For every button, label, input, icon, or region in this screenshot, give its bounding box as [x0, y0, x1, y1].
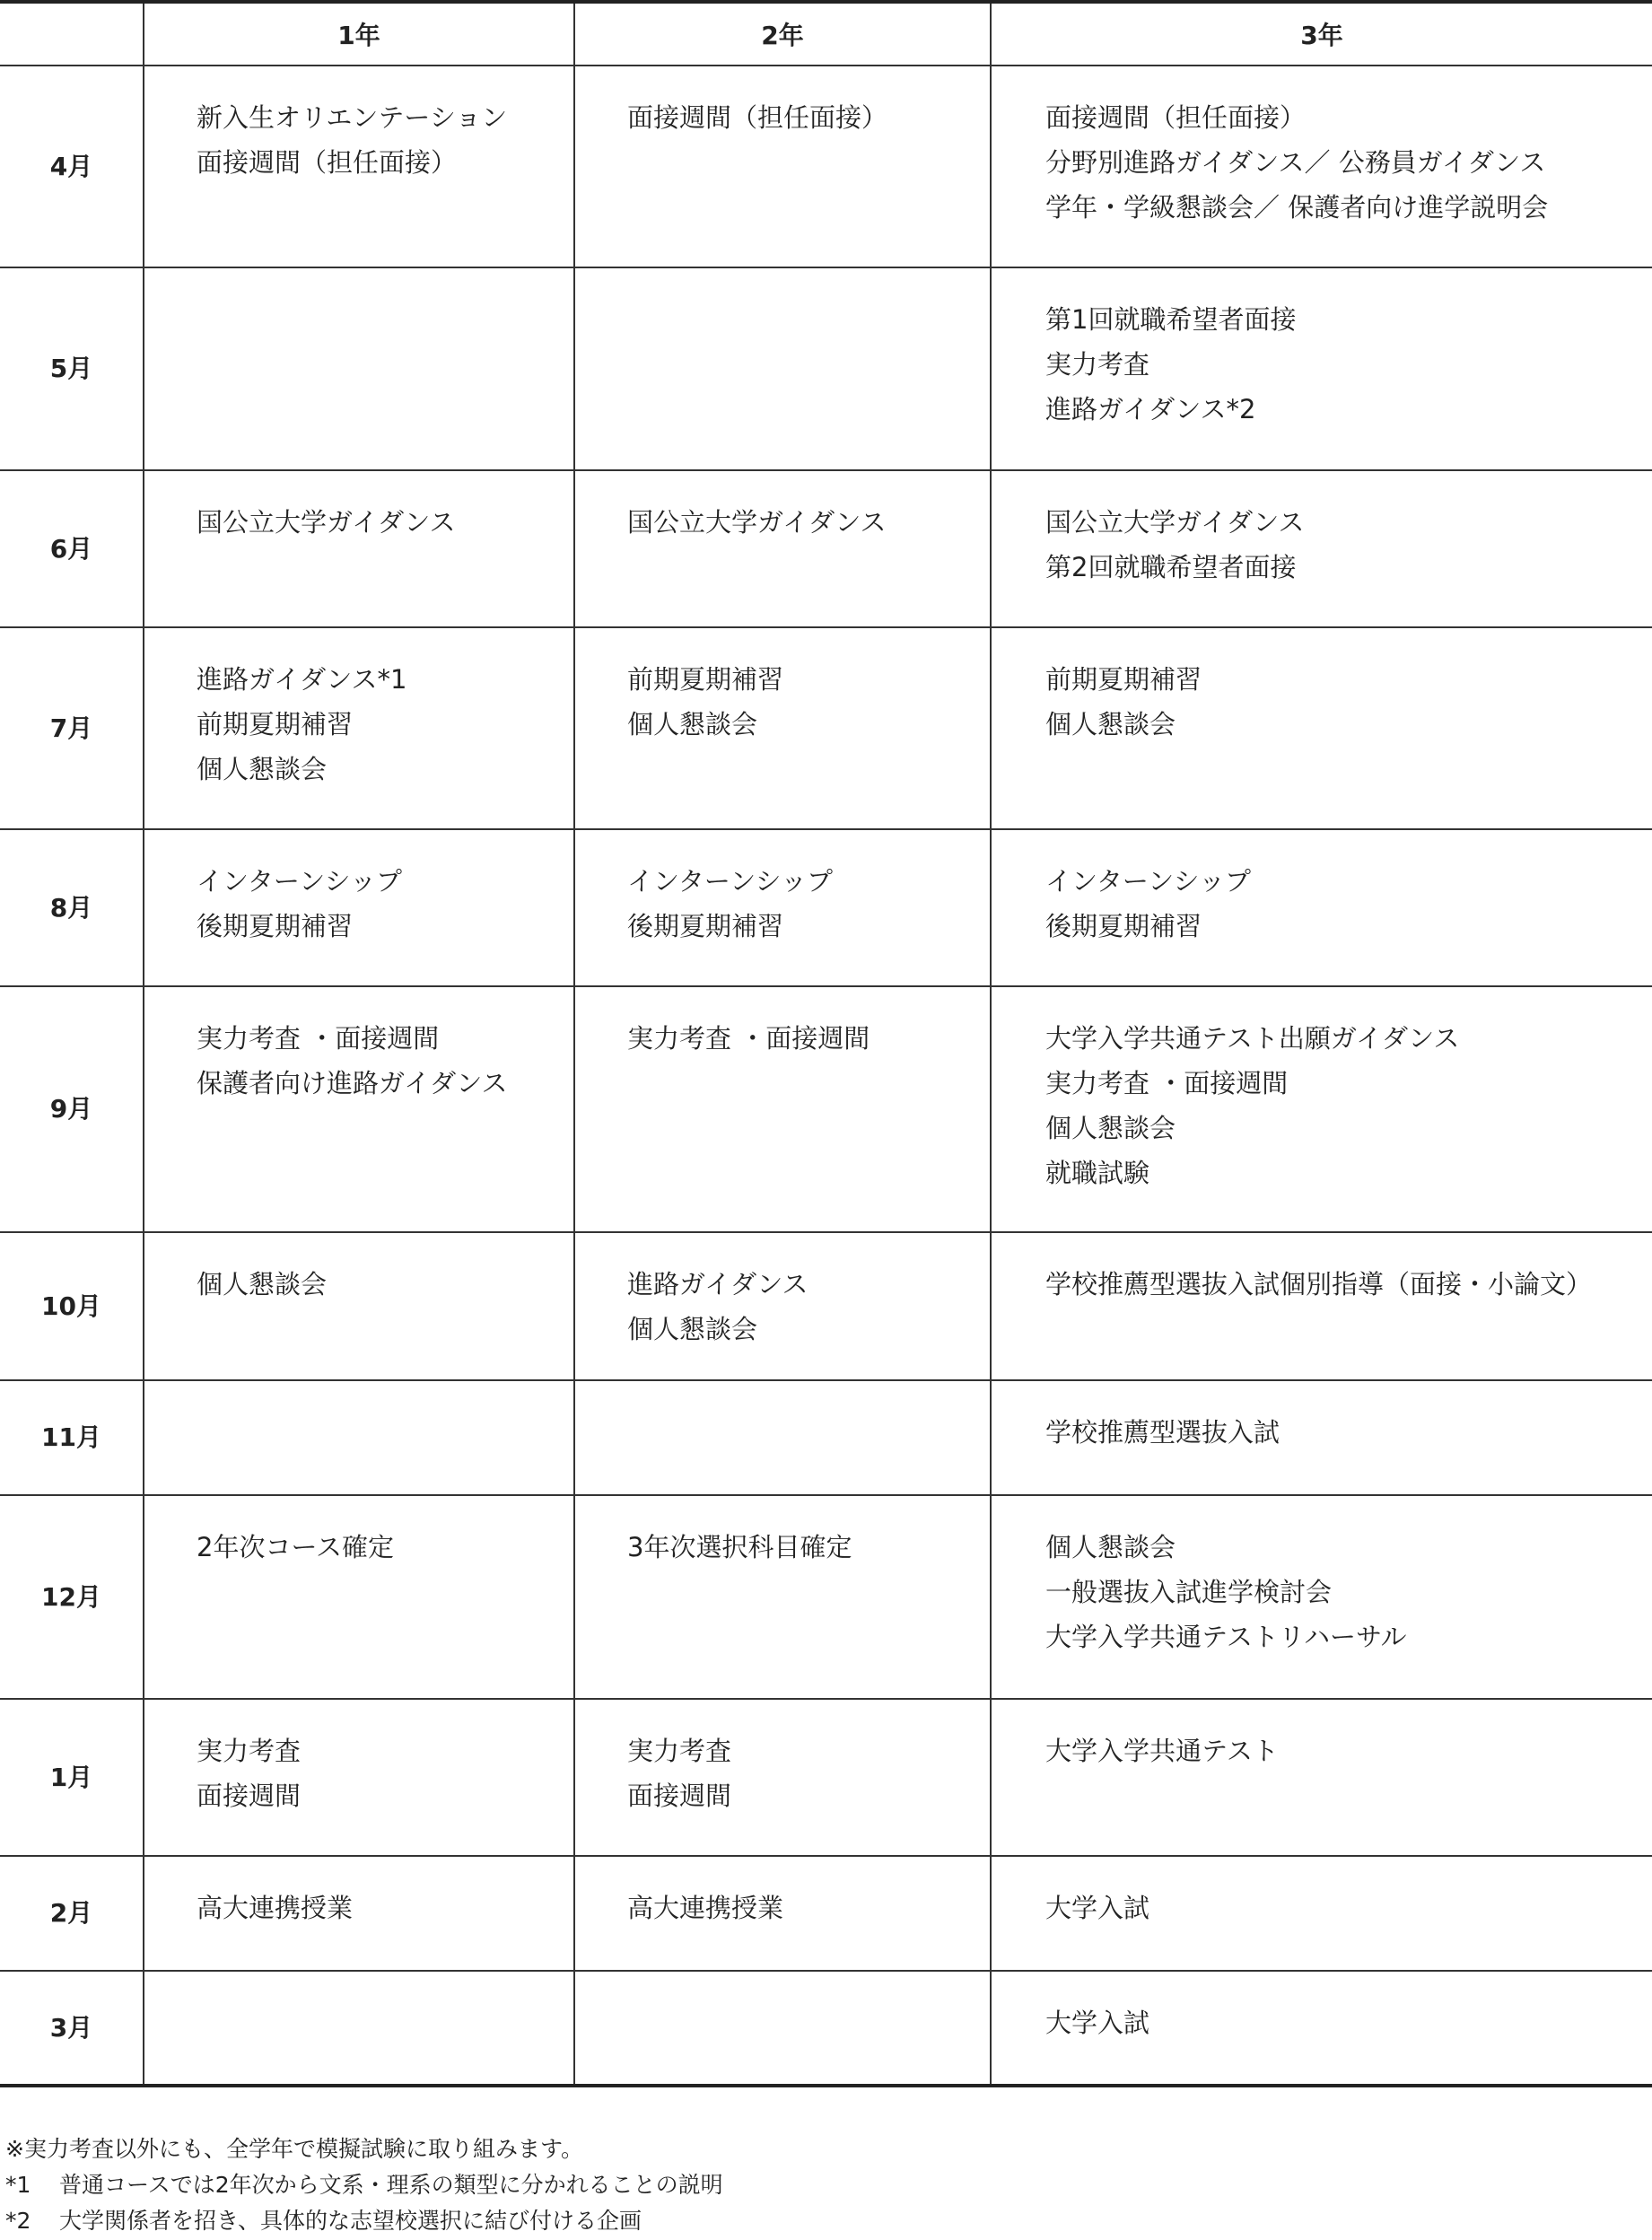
year-2-cell: [574, 1856, 991, 1971]
year-3-cell: [991, 829, 1652, 986]
event-item: 後期夏期補習: [1045, 911, 1202, 941]
table-row: [0, 627, 1652, 829]
month-cell: 3月: [0, 1971, 144, 2086]
table-row: [0, 1380, 1652, 1495]
event-item: 一般選抜入試進学検討会: [1045, 1577, 1333, 1607]
year-1-cell: [144, 66, 574, 267]
table-row: [0, 1232, 1652, 1380]
event-item: 3年次選択科目確定: [627, 1532, 852, 1562]
footnotes: [5, 2131, 723, 2239]
event-item: 前期夏期補習: [627, 664, 784, 695]
event-item: 学校推薦型選抜入試個別指導（面接・小論文）: [1045, 1269, 1593, 1299]
year-1-cell: [144, 1856, 574, 1971]
event-item: 大学入試: [1045, 1893, 1150, 1923]
year-2-cell: [574, 627, 991, 829]
table-row: [0, 66, 1652, 267]
event-item: 大学入学共通テストリハーサル: [1045, 1622, 1407, 1652]
year-1-cell: [144, 1971, 574, 2086]
event-item: 第2回就職希望者面接: [1045, 552, 1297, 582]
year-3-cell: [991, 986, 1652, 1232]
footnote: [5, 2167, 723, 2203]
event-item: 前期夏期補習: [1045, 664, 1202, 695]
year-2-cell: [574, 1232, 991, 1380]
event-item: 面接週間: [197, 1781, 302, 1811]
event-item: 分野別進路ガイダンス／ 公務員ガイダンス: [1045, 147, 1546, 178]
event-item: 進路ガイダンス*1: [197, 664, 407, 695]
table-row: [0, 829, 1652, 986]
month-cell: 7月: [0, 627, 144, 829]
header-row: [0, 2, 1652, 66]
footnote-text: 普通コースでは2年次から文系・理系の類型に分かれることの説明: [59, 2172, 723, 2198]
header-month: [0, 2, 144, 66]
year-1-cell: [144, 1495, 574, 1699]
event-item: 学年・学級懇談会／ 保護者向け進学説明会: [1045, 192, 1549, 223]
year-3-cell: [991, 1232, 1652, 1380]
month-cell: 5月: [0, 267, 144, 470]
header-year-2: 2年: [574, 2, 991, 66]
year-1-cell: [144, 267, 574, 470]
event-item: 高大連携授業: [627, 1893, 784, 1923]
year-2-cell: [574, 1495, 991, 1699]
event-item: 進路ガイダンス*2: [1045, 394, 1256, 424]
event-item: 2年次コース確定: [197, 1532, 395, 1562]
event-item: 面接週間（担任面接）: [1045, 102, 1307, 133]
event-item: 国公立大学ガイダンス: [627, 507, 887, 538]
event-item: 個人懇談会: [1045, 1113, 1176, 1143]
year-2-cell: [574, 470, 991, 627]
table-row: [0, 267, 1652, 470]
month-cell: 8月: [0, 829, 144, 986]
event-item: 実力考査 ・面接週間: [1045, 1068, 1289, 1098]
month-cell: 1月: [0, 1699, 144, 1856]
month-cell: 2月: [0, 1856, 144, 1971]
year-3-cell: [991, 1380, 1652, 1495]
event-item: 実力考査 ・面接週間: [197, 1023, 440, 1054]
year-2-cell: [574, 1380, 991, 1495]
event-item: 実力考査: [627, 1736, 732, 1766]
year-1-cell: [144, 986, 574, 1232]
footnote-text: ※実力考査以外にも、全学年で模擬試験に取り組みます。: [5, 2136, 583, 2162]
year-1-cell: [144, 1232, 574, 1380]
year-3-cell: [991, 1495, 1652, 1699]
event-item: 面接週間（担任面接）: [197, 147, 458, 178]
year-3-cell: [991, 1971, 1652, 2086]
event-item: 実力考査: [197, 1736, 302, 1766]
year-1-cell: [144, 829, 574, 986]
event-item: 新入生オリエンテーション: [197, 102, 508, 133]
month-cell: 11月: [0, 1380, 144, 1495]
month-cell: 9月: [0, 986, 144, 1232]
event-item: 個人懇談会: [197, 754, 328, 784]
year-3-cell: [991, 66, 1652, 267]
event-item: インターンシップ: [1045, 866, 1251, 897]
event-item: 個人懇談会: [627, 709, 758, 739]
event-item: 第1回就職希望者面接: [1045, 304, 1297, 335]
footnote: [5, 2203, 723, 2239]
table-row: [0, 1699, 1652, 1856]
year-3-cell: [991, 267, 1652, 470]
event-item: 就職試験: [1045, 1158, 1150, 1188]
year-3-cell: [991, 627, 1652, 829]
schedule-body: [0, 66, 1652, 2086]
event-item: 大学入学共通テスト: [1045, 1736, 1279, 1766]
table-row: [0, 1971, 1652, 2086]
event-item: 面接週間: [627, 1781, 732, 1811]
table-row: [0, 470, 1652, 627]
year-2-cell: [574, 1699, 991, 1856]
year-2-cell: [574, 1971, 991, 2086]
event-item: 個人懇談会: [627, 1314, 758, 1344]
header-year-1: 1年: [144, 2, 574, 66]
year-2-cell: [574, 829, 991, 986]
month-cell: 6月: [0, 470, 144, 627]
event-item: 大学入学共通テスト出願ガイダンス: [1045, 1023, 1460, 1054]
table-row: [0, 1495, 1652, 1699]
event-item: 国公立大学ガイダンス: [197, 507, 456, 538]
event-item: 個人懇談会: [1045, 1532, 1176, 1562]
year-1-cell: [144, 627, 574, 829]
event-item: 後期夏期補習: [197, 911, 354, 941]
footnote-mark: *2: [5, 2208, 31, 2234]
footnote-mark: *1: [5, 2172, 31, 2198]
event-item: 国公立大学ガイダンス: [1045, 507, 1305, 538]
event-item: 実力考査: [1045, 349, 1150, 380]
month-cell: 12月: [0, 1495, 144, 1699]
event-item: インターンシップ: [627, 866, 833, 897]
event-item: 前期夏期補習: [197, 709, 354, 739]
event-item: 学校推薦型選抜入試: [1045, 1417, 1281, 1448]
year-3-cell: [991, 1699, 1652, 1856]
event-item: 進路ガイダンス: [627, 1269, 809, 1299]
table-row: [0, 986, 1652, 1232]
year-3-cell: [991, 1856, 1652, 1971]
event-item: 後期夏期補習: [627, 911, 784, 941]
year-3-cell: [991, 470, 1652, 627]
event-item: 保護者向け進路ガイダンス: [197, 1068, 508, 1098]
event-item: 個人懇談会: [1045, 709, 1176, 739]
footnote-text: 大学関係者を招き、具体的な志望校選択に結び付ける企画: [59, 2208, 642, 2234]
year-2-cell: [574, 986, 991, 1232]
year-1-cell: [144, 1699, 574, 1856]
event-item: 面接週間（担任面接）: [627, 102, 888, 133]
table-row: [0, 1856, 1652, 1971]
month-cell: 10月: [0, 1232, 144, 1380]
header-year-3: 3年: [991, 2, 1652, 66]
event-item: 個人懇談会: [197, 1269, 328, 1299]
event-item: 高大連携授業: [197, 1893, 354, 1923]
year-2-cell: [574, 267, 991, 470]
event-item: 大学入試: [1045, 2008, 1150, 2038]
event-item: インターンシップ: [197, 866, 402, 897]
month-cell: 4月: [0, 66, 144, 267]
year-2-cell: [574, 66, 991, 267]
event-item: 実力考査 ・面接週間: [627, 1023, 870, 1054]
footnote: [5, 2131, 723, 2167]
year-1-cell: [144, 1380, 574, 1495]
year-1-cell: [144, 470, 574, 627]
